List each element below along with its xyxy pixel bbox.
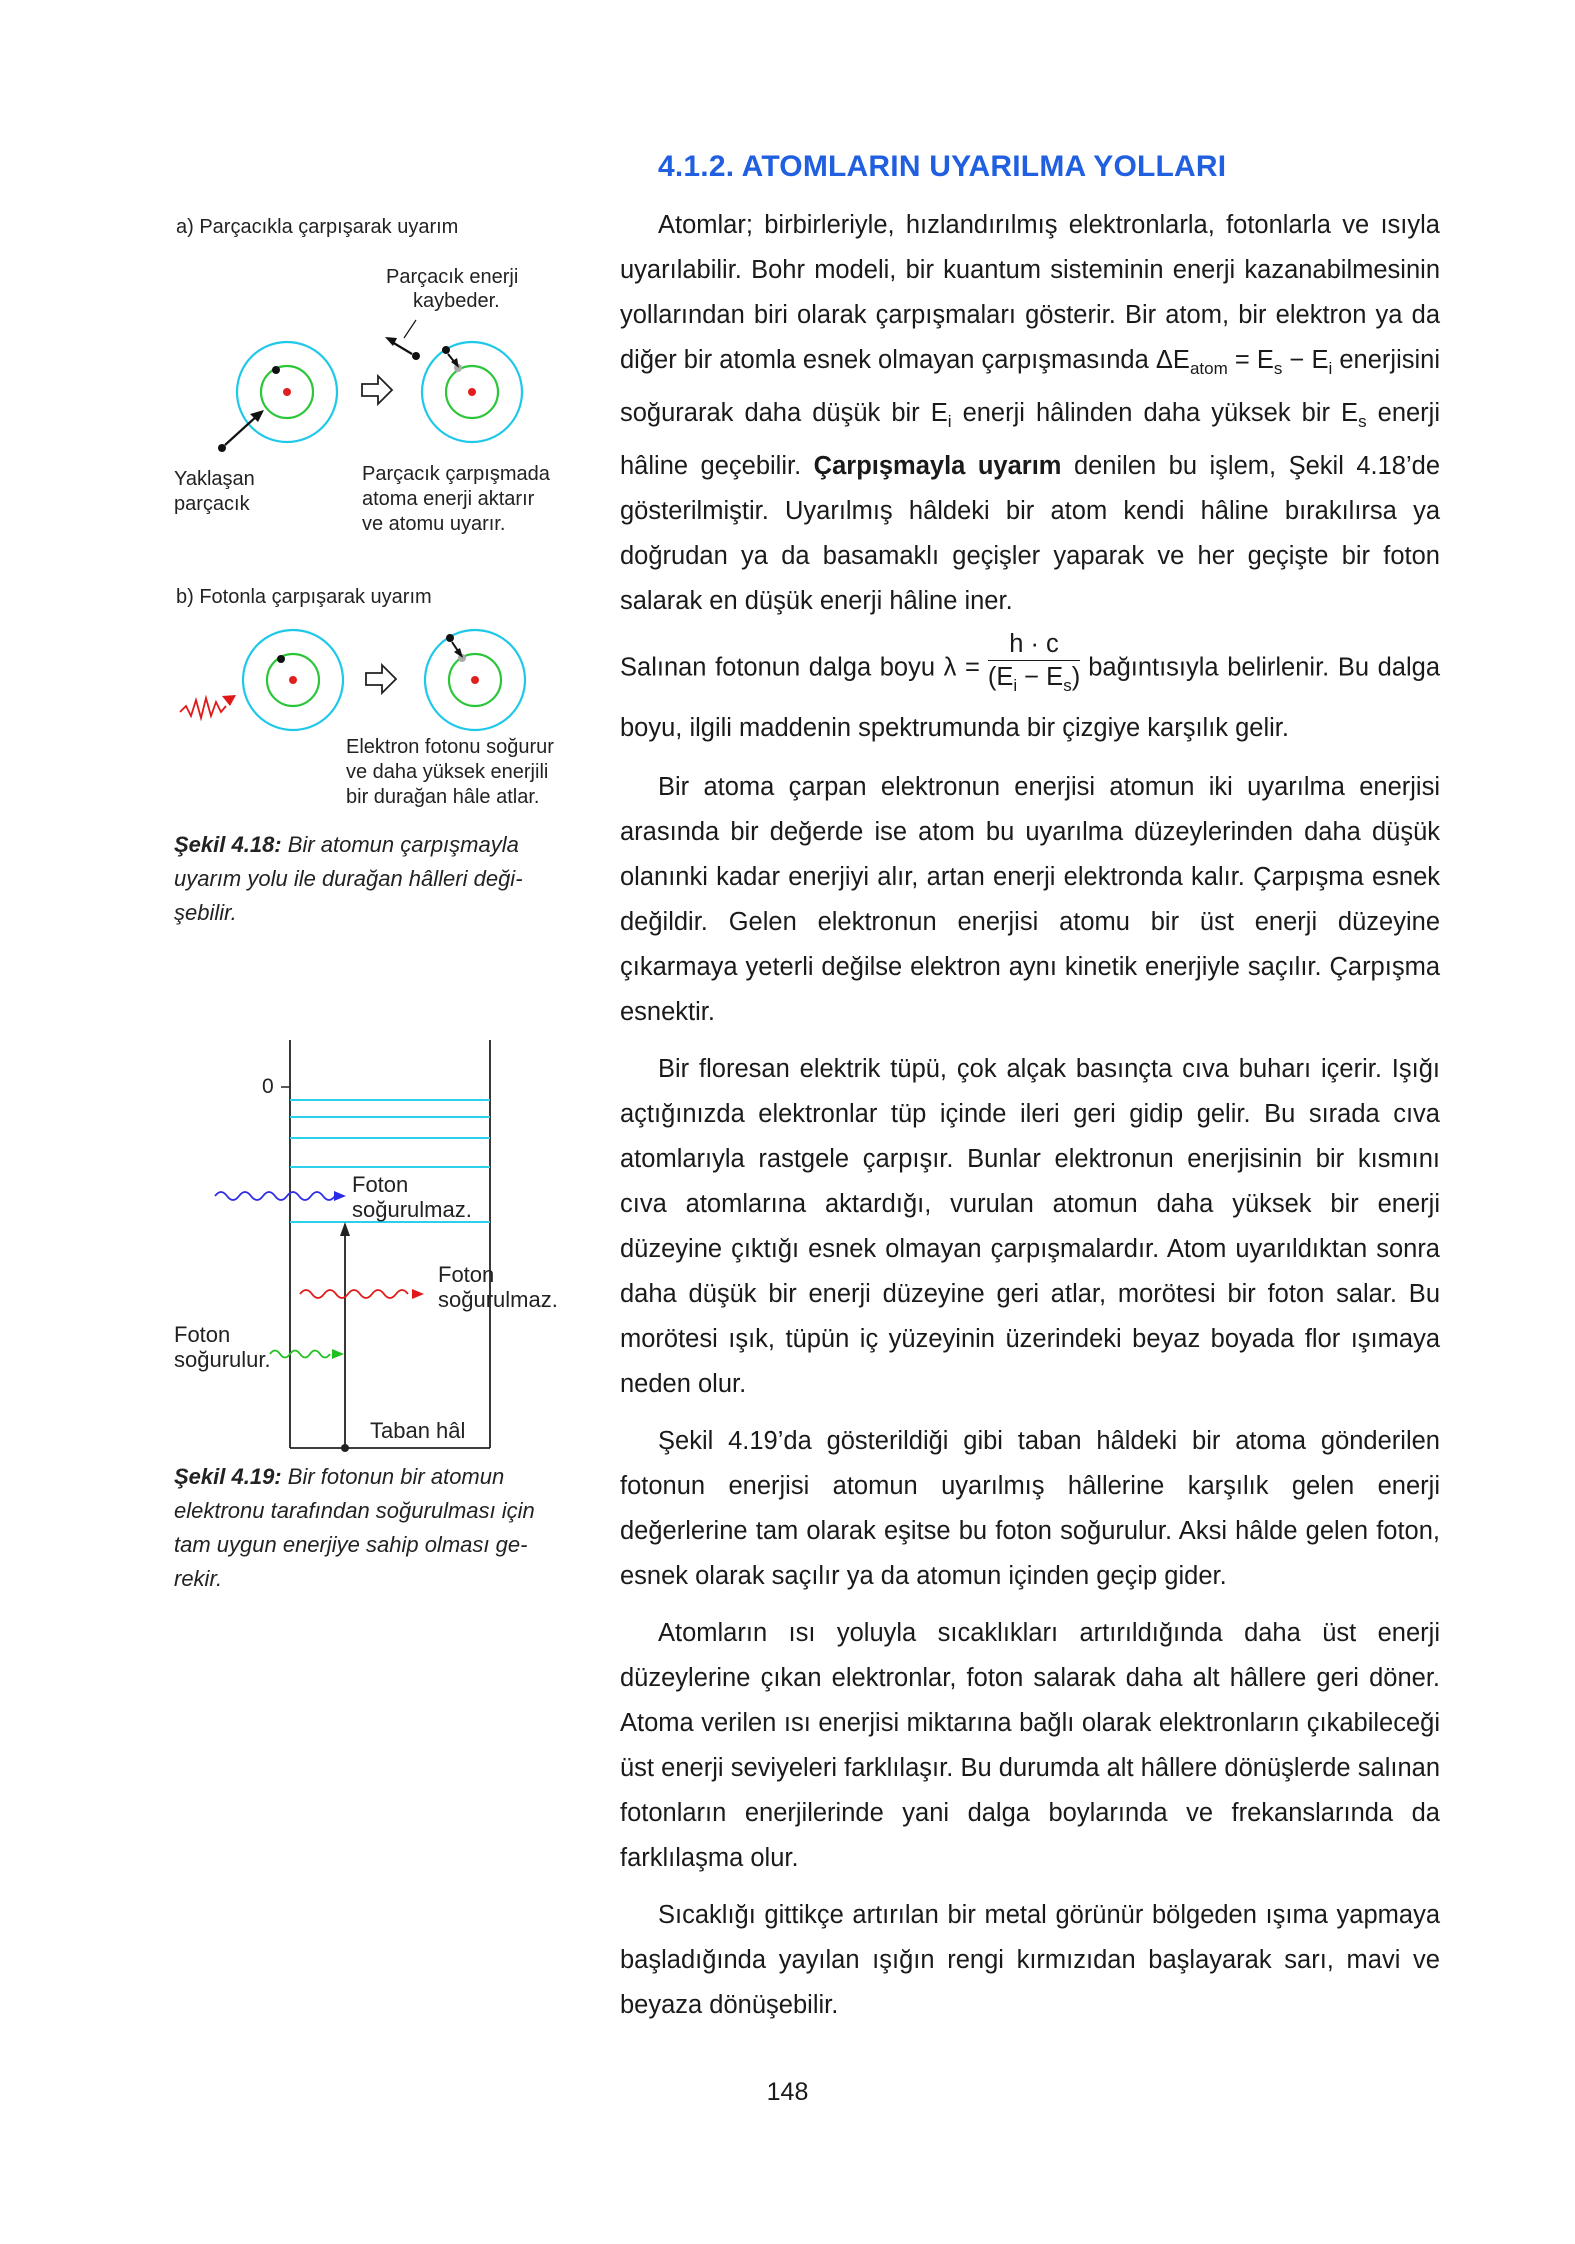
atom-b-before bbox=[243, 630, 343, 730]
atom-a-after bbox=[422, 342, 522, 442]
fig419-green-2: soğurulur. bbox=[174, 1347, 271, 1372]
atom-a-before bbox=[237, 342, 337, 442]
fig419-caption-label: Şekil 4.19: bbox=[174, 1464, 282, 1489]
blue-photon-wave bbox=[215, 1192, 335, 1200]
fig418-approach-2: parçacık bbox=[174, 493, 250, 515]
fig419-red-1: Foton bbox=[438, 1262, 495, 1287]
fig419-red-2: soğurulmaz. bbox=[438, 1287, 558, 1312]
electron-dot bbox=[272, 366, 280, 374]
paragraph-4: Şekil 4.19’da gösterildiği gibi taban hâldeki bir atoma gönderilen fotonun enerjisi atomun uyarılmış hâllerine karşılık gelen enerji değerlerine tam olarak eşitse bu foton soğurulur. Aksi hâlde gelen foton, esnek olarak saçılır ya da atomun içinden geçip gider. bbox=[620, 1427, 1440, 1590]
fig418-label-a: a) Parçacıkla çarpışarak uyarım bbox=[176, 216, 459, 238]
transition-arrow-icon bbox=[366, 665, 396, 693]
fig418-diagram bbox=[0, 0, 600, 760]
fig418-label-b: b) Fotonla çarpışarak uyarım bbox=[176, 586, 432, 608]
paragraph-5: Atomların ısı yoluyla sıcaklıkları artırıldığında daha üst enerji düzeylerine çıkan elektronlar, foton salarak daha alt hâllere geri döner. Atoma verilen ısı enerjisi miktarına bağlı olarak elektronların çıkabileceği üst enerji seviyeleri farklılaşır. Bu durumda alt hâllere dönüşlerde salınan fotonların enerjilerinde yani dalga boylarında ve frekanslarında da farklılaşma olur. bbox=[620, 1619, 1440, 1872]
fig418-caption-3: şebilir. bbox=[174, 900, 237, 925]
section-title: 4.1.2. ATOMLARIN UYARILMA YOLLARI bbox=[658, 150, 1227, 183]
fig419-ground: Taban hâl bbox=[370, 1418, 466, 1443]
wavelength-fraction: $\frac{h \cdot c}{(E_i - E_s)}$ bbox=[987, 630, 1081, 695]
fig418-loses-2: kaybeder. bbox=[413, 290, 500, 312]
fig418-transfer-3: ve atomu uyarır. bbox=[362, 513, 506, 535]
fig418-loses-1: Parçacık enerji bbox=[386, 266, 519, 288]
fig419-green-1: Foton bbox=[174, 1322, 231, 1347]
fig418-transfer-2: atoma enerji aktarır bbox=[362, 488, 535, 510]
fig419-blue-1: Foton bbox=[352, 1172, 409, 1197]
nucleus-dot bbox=[283, 388, 291, 396]
fig418-caption-1: Bir atomun çarpışmayla bbox=[287, 832, 519, 857]
fig419-zero: 0 bbox=[262, 1075, 274, 1098]
photon-wave bbox=[180, 698, 226, 718]
paragraph-2: Bir atoma çarpan elektronun enerjisi atomun iki uyarılma enerjisi arasında bir değerde ise atom bu uyarılma düzeylerinden daha düşük olanınki kadar enerjiyi alır, artan enerji elektronda kalır. Çarpışma esnek değildir. Gelen elektronun enerjisi atomu bir üst enerji düzeyine çıkarmaya yeterli değilse elektron aynı kinetik enerjiyle saçılır. Çarpışma esnektir. bbox=[620, 773, 1440, 1026]
fig419-blue-2: soğurulmaz. bbox=[352, 1197, 472, 1222]
fig418-absorb-3: bir durağan hâle atlar. bbox=[346, 786, 540, 808]
fig419-caption-2: elektronu tarafından soğurulması için bbox=[174, 1498, 535, 1523]
fig418-absorb-2: ve daha yüksek enerjili bbox=[346, 761, 549, 783]
paragraph-3: Bir floresan elektrik tüpü, çok alçak basınçta cıva buharı içerir. Işığı açtığınızda elektronlar tüp içinde ileri geri gidip gelir. Bu sırada cıva atomlarıyla rastgele çarpışır. Bunlar elektronun enerjisinin bir kısmını cıva atomlarına aktardığı, vurulan atomun daha yüksek bir enerji düzeyine çıktığı esnek olmayan çarpışmalardır. Atom uyarıldıktan sonra daha düşük bir enerji düzeyine geri atlar, morötesi bir foton salar. Bu morötesi ışık, tüpün iç yüzeyinin üzerindeki beyaz boyada flor ışımaya neden olur. bbox=[620, 1055, 1440, 1398]
paragraph-6: Sıcaklığı gittikçe artırılan bir metal görünür bölgeden ışıma yapmaya başladığında yayılan ışığın rengi kırmızıdan başlayarak sarı, mavi ve beyaza dönüşebilir. bbox=[620, 1901, 1440, 2019]
fig419-caption-4: rekir. bbox=[174, 1566, 223, 1591]
fig419-caption-1: Bir fotonun bir atomun bbox=[287, 1464, 505, 1489]
body-text bbox=[620, 203, 1440, 2028]
fig418-transfer-1: Parçacık çarpışmada bbox=[362, 463, 550, 485]
fig418-absorb-1: Elektron fotonu soğurur bbox=[346, 736, 554, 758]
fig418-caption-label: Şekil 4.18: bbox=[174, 832, 282, 857]
transition-arrow-icon bbox=[362, 376, 392, 404]
red-photon-wave bbox=[300, 1290, 408, 1298]
fig419-caption-3: tam uygun enerjiye sahip olması ge- bbox=[174, 1532, 528, 1557]
fig419-diagram bbox=[0, 1020, 600, 1470]
green-photon-wave bbox=[270, 1351, 330, 1358]
fig418-caption bbox=[174, 828, 594, 930]
term-collision-excitation: Çarpışmayla uyarım bbox=[813, 452, 1062, 480]
particle-dot bbox=[218, 444, 226, 452]
fig418-caption-2: uyarım yolu ile durağan hâlleri deği- bbox=[174, 866, 523, 891]
page-number: 148 bbox=[766, 2078, 809, 2106]
fig419-caption bbox=[174, 1460, 594, 1596]
equation-line: Salınan fotonun dalga boyu λ = $\frac{h \cdot c}{(E_i - E_s)}$ bağıntısıyla belirlenir. Bu dalga boyu, ilgili maddenin spektrumunda bir çizgiye karşılık gelir. bbox=[620, 630, 1440, 742]
paragraph-1: Atomlar; birbirleriyle, hızlandırılmış elektronlarla, fotonlarla ve ısıyla uyarılabilir. Bohr modeli, bir kuantum sisteminin enerji kazanabilmesinin yollarından biri olarak çarpışmaları gösterir. Bir atom, bir elektron ya da diğer bir atomla esnek olmayan çarpışmasında $\Delta E_{atom} = E_s - E_i$ enerjisini soğurarak daha düşük bir $E_i$ enerji hâlinden daha yüksek bir $E_s$ enerji hâline geçebilir. Çarpışmayla uyarım denilen bu işlem, Şekil 4.18’de gösterilmiştir. Uyarılmış hâldeki bir atom kendi hâline bırakılırsa ya doğrudan ya da basamaklı geçişler yaparak ve her geçişte bir foton salarak en düşük enerji hâline iner. bbox=[620, 211, 1441, 615]
fig418-approach-1: Yaklaşan bbox=[174, 468, 255, 490]
atom-b-after bbox=[425, 630, 525, 730]
